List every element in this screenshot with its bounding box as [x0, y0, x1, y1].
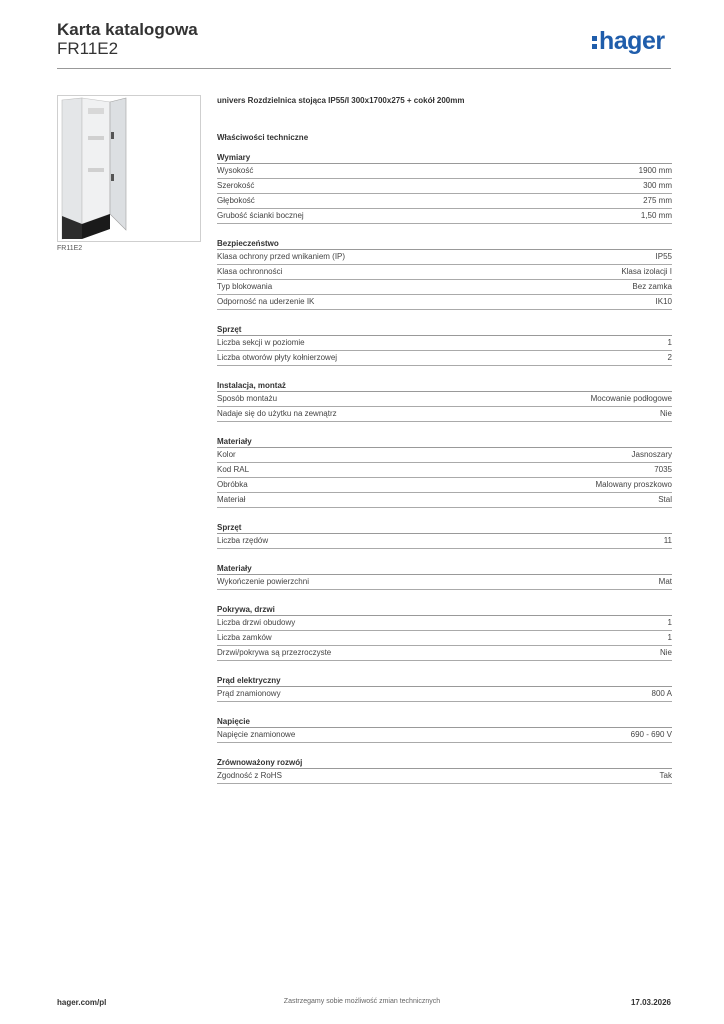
- spec-row: [217, 493, 672, 508]
- spec-label: Liczba rzędów: [217, 536, 269, 545]
- spec-group: [217, 324, 672, 366]
- spec-row: [217, 463, 672, 478]
- spec-row: [217, 687, 672, 702]
- spec-value: Nie: [659, 409, 672, 418]
- spec-value: 11: [663, 536, 672, 545]
- spec-row: [217, 769, 672, 784]
- spec-value: Tak: [659, 771, 672, 780]
- spec-row: [217, 179, 672, 194]
- spec-label: Liczba drzwi obudowy: [217, 618, 296, 627]
- spec-group: [217, 604, 672, 661]
- group-title: Materiały: [217, 436, 672, 448]
- spec-value: 1900 mm: [638, 166, 672, 175]
- header-divider: [57, 68, 671, 69]
- group-title: Sprzęt: [217, 522, 672, 534]
- spec-value: 7035: [654, 465, 672, 474]
- spec-label: Liczba otworów płyty kołnierzowej: [217, 353, 338, 362]
- spec-row: [217, 616, 672, 631]
- spec-value: 1: [667, 633, 672, 642]
- spec-row: [217, 728, 672, 743]
- spec-group: [217, 522, 672, 549]
- spec-row: [217, 265, 672, 280]
- product-code: FR11E2: [57, 39, 119, 58]
- spec-label: Zgodność z RoHS: [217, 771, 282, 780]
- spec-value: Mat: [658, 577, 672, 586]
- group-title: Instalacja, montaż: [217, 380, 672, 392]
- cabinet-image: [58, 96, 200, 241]
- product-description: univers Rozdzielnica stojąca IP55/I 300x1700x275 + cokół 200mm: [217, 96, 465, 105]
- spec-row: [217, 280, 672, 295]
- group-title: Sprzęt: [217, 324, 672, 336]
- spec-label: Klasa ochronności: [217, 267, 283, 276]
- spec-label: Grubość ścianki bocznej: [217, 211, 304, 220]
- spec-group: [217, 757, 672, 784]
- spec-row: [217, 478, 672, 493]
- spec-value: IP55: [655, 252, 672, 261]
- spec-row: [217, 448, 672, 463]
- spec-label: Wysokość: [217, 166, 254, 175]
- spec-label: Sposób montażu: [217, 394, 278, 403]
- spec-value: 690 - 690 V: [630, 730, 672, 739]
- spec-group: [217, 436, 672, 508]
- spec-row: [217, 392, 672, 407]
- footer-date: 17.03.2026: [630, 998, 671, 1007]
- product-image: [57, 95, 201, 242]
- spec-row: [217, 209, 672, 224]
- group-title: Pokrywa, drzwi: [217, 604, 672, 616]
- spec-group: [217, 716, 672, 743]
- spec-row: [217, 351, 672, 366]
- spec-value: 800 A: [651, 689, 672, 698]
- group-title: Zrównoważony rozwój: [217, 757, 672, 769]
- spec-row: [217, 164, 672, 179]
- spec-groups: [217, 152, 672, 784]
- spec-row: [217, 194, 672, 209]
- spec-label: Typ blokowania: [217, 282, 273, 291]
- spec-value: Malowany proszkowo: [595, 480, 672, 489]
- spec-label: Odporność na uderzenie IK: [217, 297, 315, 306]
- spec-value: 275 mm: [643, 196, 672, 205]
- spec-label: Kod RAL: [217, 465, 250, 474]
- group-title: Wymiary: [217, 152, 672, 164]
- spec-label: Napięcie znamionowe: [217, 730, 296, 739]
- spec-row: [217, 250, 672, 265]
- spec-label: Materiał: [217, 495, 246, 504]
- footer-website-link[interactable]: hager.com/pl: [57, 998, 107, 1007]
- spec-label: Liczba zamków: [217, 633, 272, 642]
- spec-label: Nadaje się do użytku na zewnątrz: [217, 409, 337, 418]
- document-title: Karta katalogowa: [57, 20, 198, 39]
- spec-value: Klasa izolacji I: [621, 267, 672, 276]
- spec-value: 1: [667, 338, 672, 347]
- hager-logo[interactable]: [592, 27, 665, 56]
- spec-label: Wykończenie powierzchni: [217, 577, 309, 586]
- spec-row: [217, 407, 672, 422]
- spec-value: 2: [667, 353, 672, 362]
- spec-row: [217, 646, 672, 661]
- spec-row: [217, 631, 672, 646]
- spec-value: 1: [667, 618, 672, 627]
- footer-disclaimer: Zastrzegamy sobie możliwość zmian technicznych: [283, 998, 441, 1005]
- section-title: Właściwości techniczne: [217, 133, 309, 142]
- group-title: Bezpieczeństwo: [217, 238, 672, 250]
- spec-group: [217, 380, 672, 422]
- group-title: Prąd elektryczny: [217, 675, 672, 687]
- spec-group: [217, 238, 672, 310]
- spec-value: 300 mm: [643, 181, 672, 190]
- spec-group: [217, 675, 672, 702]
- spec-row: [217, 295, 672, 310]
- spec-label: Liczba sekcji w poziomie: [217, 338, 305, 347]
- spec-value: 1,50 mm: [640, 211, 672, 220]
- spec-label: Prąd znamionowy: [217, 689, 281, 698]
- spec-group: [217, 563, 672, 590]
- logo-text: hager: [599, 27, 665, 55]
- spec-label: Obróbka: [217, 480, 248, 489]
- spec-value: Nie: [659, 648, 672, 657]
- logo-dots-icon: [592, 33, 597, 52]
- spec-value: Jasnoszary: [631, 450, 672, 459]
- spec-label: Głębokość: [217, 196, 255, 205]
- spec-label: Kolor: [217, 450, 236, 459]
- spec-value: Bez zamka: [632, 282, 672, 291]
- image-caption: FR11E2: [57, 245, 83, 252]
- spec-row: [217, 534, 672, 549]
- spec-value: IK10: [655, 297, 672, 306]
- group-title: Napięcie: [217, 716, 672, 728]
- group-title: Materiały: [217, 563, 672, 575]
- spec-label: Drzwi/pokrywa są przezroczyste: [217, 648, 332, 657]
- spec-row: [217, 575, 672, 590]
- spec-label: Szerokość: [217, 181, 255, 190]
- spec-value: Mocowanie podłogowe: [590, 394, 672, 403]
- spec-label: Klasa ochrony przed wnikaniem (IP): [217, 252, 346, 261]
- spec-content: [217, 96, 672, 784]
- spec-value: Stal: [658, 495, 672, 504]
- spec-row: [217, 336, 672, 351]
- spec-group: [217, 152, 672, 224]
